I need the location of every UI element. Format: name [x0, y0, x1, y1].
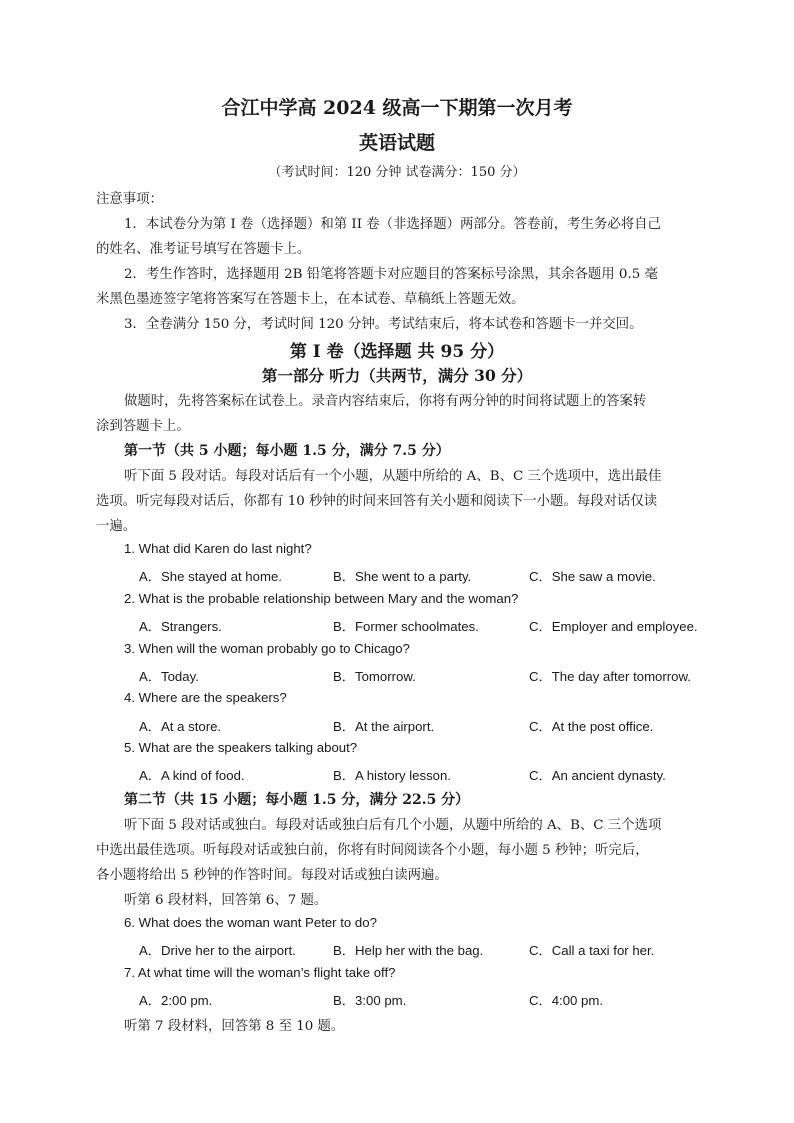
- question-2: 2. What is the probable relationship between Mary and the woman?: [124, 591, 519, 606]
- note-1-line-1: 1．本试卷分为第 I 卷（选择题）和第 II 卷（非选择题）两部分。答卷前，考生务必将自己: [124, 217, 661, 232]
- question-7: 7. At what time will the woman’s flight take off?: [124, 965, 396, 980]
- question-3-option-b: B．Tomorrow.: [333, 669, 416, 684]
- question-5-option-a: A．A kind of food.: [139, 768, 245, 783]
- exam-title: 合江中学高 2024 级高一下期第一次月考: [221, 97, 573, 119]
- exam-subject: 英语试题: [358, 132, 435, 154]
- question-6-option-a: A．Drive her to the airport.: [139, 943, 296, 958]
- note-2-line-1: 2．考生作答时，选择题用 2B 铅笔将答题卡对应题目的答案标号涂黑，其余各题用 0.5 毫: [124, 267, 658, 282]
- jie-1-direction-1: 听下面 5 段对话。每段对话后有一个小题，从题中所给的 A、B、C 三个选项中，选出最佳: [124, 469, 662, 484]
- jie-1-direction-2: 选项。听完每段对话后，你都有 10 秒钟的时间来回答有关小题和阅读下一小题。每段对话仅读: [96, 494, 658, 509]
- question-2-option-b: B．Former schoolmates.: [333, 619, 479, 634]
- question-6-option-c: C．Call a taxi for her.: [529, 943, 655, 958]
- notes-heading: 注意事项：: [96, 192, 163, 207]
- question-1-option-b: B．She went to a party.: [333, 569, 472, 584]
- question-4-option-b: B．At the airport.: [333, 719, 435, 734]
- question-2-option-c: C．Employer and employee.: [529, 619, 698, 634]
- jie-2-direction-2: 中选出最佳选项。听每段对话或独白前，你将有时间阅读各个小题，每小题 5 秒钟；听完后，: [96, 843, 649, 858]
- question-4: 4. Where are the speakers?: [124, 690, 287, 705]
- question-5-option-b: B．A history lesson.: [333, 768, 452, 783]
- question-3-option-a: A．Today.: [139, 669, 199, 684]
- note-1-line-2: 的姓名、准考证号填写在答题卡上。: [96, 242, 311, 257]
- question-2-option-a: A．Strangers.: [139, 619, 222, 634]
- part-1-intro-line-1: 做题时，先将答案标在试卷上。录音内容结束后，你将有两分钟的时间将试题上的答案转: [124, 394, 647, 409]
- question-1-option-c: C．She saw a movie.: [529, 569, 656, 584]
- question-1-option-a: A．She stayed at home.: [139, 569, 282, 584]
- question-7-option-b: B．3:00 pm.: [333, 993, 407, 1008]
- question-3: 3. When will the woman probably go to Chicago?: [124, 641, 410, 656]
- jie-2-direction-1: 听下面 5 段对话或独白。每段对话或独白后有几个小题，从题中所给的 A、B、C 三个选项: [124, 818, 662, 833]
- question-4-option-c: C．At the post office.: [529, 719, 654, 734]
- question-4-option-a: A．At a store.: [139, 719, 222, 734]
- question-3-option-c: C．The day after tomorrow.: [529, 669, 691, 684]
- question-1: 1. What did Karen do last night?: [124, 541, 312, 556]
- note-2-line-2: 米黑色墨迹签字笔将答案写在答题卡上，在本试卷、草稿纸上答题无效。: [96, 292, 525, 307]
- exam-time-info: （考试时间：120 分钟 试卷满分：150 分）: [268, 165, 526, 180]
- part-1-intro-line-2: 涂到答题卡上。: [96, 419, 190, 434]
- jie-2-direction-3: 各小题将给出 5 秒钟的作答时间。每段对话或独白读两遍。: [96, 868, 448, 883]
- question-7-option-a: A．2:00 pm.: [139, 993, 213, 1008]
- jie-1-title: 第一节（共 5 小题；每小题 1.5 分，满分 7.5 分）: [124, 443, 450, 459]
- question-5-option-c: C．An ancient dynasty.: [529, 768, 666, 783]
- section-title: 第 I 卷（选择题 共 95 分）: [289, 342, 505, 362]
- question-6-option-b: B．Help her with the bag.: [333, 943, 484, 958]
- jie-1-direction-3: 一遍。: [96, 519, 137, 534]
- note-3: 3．全卷满分 150 分，考试时间 120 分钟。考试结束后，将本试卷和答题卡一并交回。: [124, 317, 643, 332]
- material-6-instruction: 听第 6 段材料，回答第 6、7 题。: [124, 893, 328, 908]
- question-6: 6. What does the woman want Peter to do?: [124, 915, 377, 930]
- material-7-instruction: 听第 7 段材料，回答第 8 至 10 题。: [124, 1019, 345, 1034]
- question-7-option-c: C．4:00 pm.: [529, 993, 604, 1008]
- jie-2-title: 第二节（共 15 小题；每小题 1.5 分，满分 22.5 分）: [124, 792, 470, 808]
- part-1-title: 第一部分 听力（共两节，满分 30 分）: [261, 366, 533, 385]
- question-5: 5. What are the speakers talking about?: [124, 740, 358, 755]
